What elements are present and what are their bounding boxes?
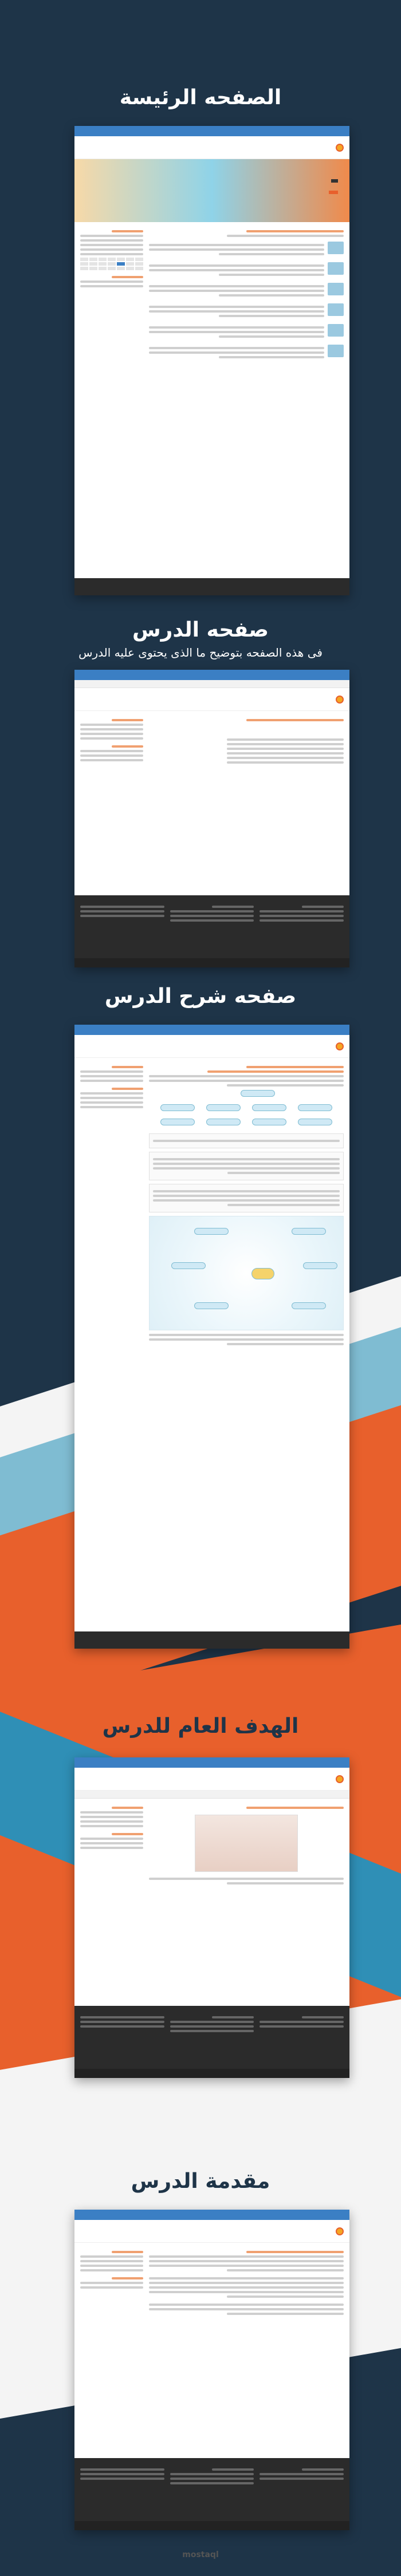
bulb-icon	[336, 696, 344, 704]
bulb-icon	[336, 1775, 344, 1783]
footer	[74, 895, 349, 958]
hero-title	[329, 191, 338, 194]
hero-banner	[74, 159, 349, 222]
brand-row	[74, 1768, 349, 1791]
site-logo	[336, 1775, 344, 1783]
footer-bottom	[74, 2521, 349, 2530]
concept-tree	[149, 1090, 344, 1130]
lesson-photo	[195, 1815, 298, 1872]
footer	[74, 2006, 349, 2069]
brand-row	[74, 688, 349, 711]
post-thumbnail[interactable]	[328, 262, 344, 275]
bulb-icon	[336, 1042, 344, 1050]
site-logo	[336, 696, 344, 704]
site-logo	[336, 2227, 344, 2235]
breadcrumb	[74, 1791, 349, 1799]
watermark: mostaql	[182, 2550, 219, 2559]
section-title-intro: مقدمة الدرس	[131, 2170, 270, 2193]
footer	[74, 2458, 349, 2521]
section-title-goal: الهدف العام للدرس	[102, 1714, 299, 1738]
footer-bottom	[74, 2069, 349, 2078]
footer	[74, 1631, 349, 1649]
top-bar	[74, 2210, 349, 2220]
post-thumbnail[interactable]	[328, 242, 344, 254]
footer	[74, 578, 349, 595]
brand-row	[74, 1035, 349, 1058]
screenshot-intro	[74, 2210, 349, 2530]
breadcrumb	[74, 680, 349, 688]
top-bar	[74, 670, 349, 680]
hero-button[interactable]	[331, 179, 338, 183]
bulb-icon	[336, 144, 344, 152]
top-bar	[74, 1025, 349, 1035]
top-bar	[74, 126, 349, 136]
post-thumbnail[interactable]	[328, 324, 344, 337]
screenshot-goal	[74, 1757, 349, 2078]
footer-bottom	[74, 958, 349, 967]
brand-row	[74, 136, 349, 159]
brand-row	[74, 2220, 349, 2243]
section-subtitle-lesson: فى هذه الصفحه بتوضيح ما الذى يحتوى عليه الدرس	[78, 646, 323, 659]
top-bar	[74, 1757, 349, 1768]
post-thumbnail[interactable]	[328, 303, 344, 316]
site-logo	[336, 1042, 344, 1050]
screenshot-explain	[74, 1025, 349, 1649]
screenshot-home	[74, 126, 349, 595]
section-title-home: الصفحه الرئيسة	[119, 86, 282, 109]
screenshot-lesson	[74, 670, 349, 967]
calendar[interactable]	[80, 258, 143, 270]
site-logo	[336, 144, 344, 152]
mind-map	[149, 1216, 344, 1330]
post-thumbnail[interactable]	[328, 283, 344, 295]
section-title-explain: صفحه شرح الدرس	[104, 985, 297, 1008]
post-thumbnail[interactable]	[328, 345, 344, 357]
bulb-icon	[336, 2227, 344, 2235]
section-title-lesson: صفحه الدرس	[132, 618, 269, 642]
